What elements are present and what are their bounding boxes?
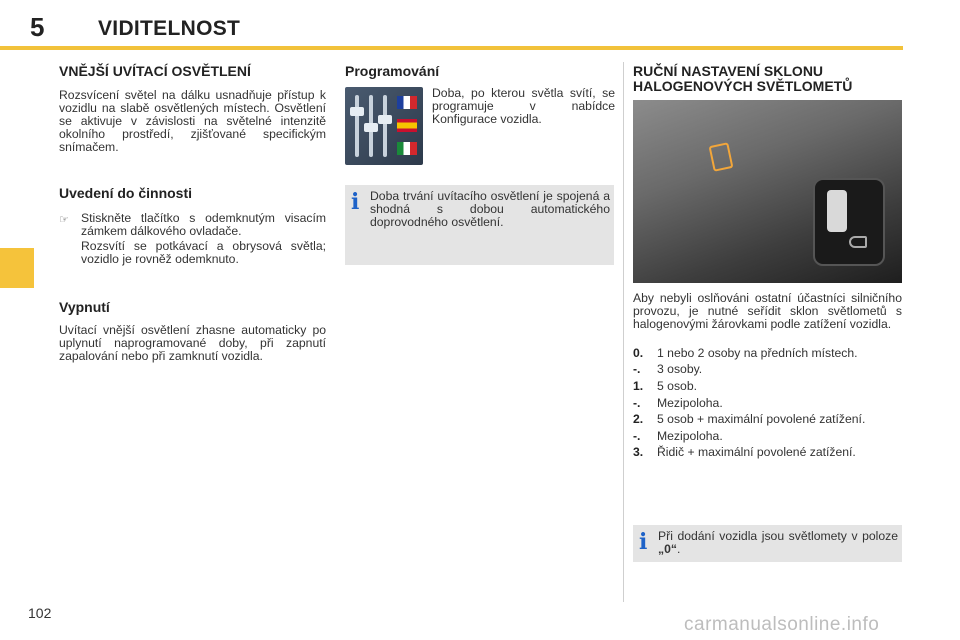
- section-heading-line-2: HALOGENOVÝCH SVĚTLOMETŮ: [633, 78, 853, 94]
- headlamp-icon: [849, 236, 867, 248]
- section-heading-line-1: RUČNÍ NASTAVENÍ SKLONU: [633, 63, 824, 79]
- list-item-label: -.: [633, 362, 641, 376]
- page-number: 102: [28, 605, 52, 621]
- spanish-flag-icon: [397, 119, 417, 132]
- list-item-text: Mezipoloha.: [657, 396, 723, 410]
- chapter-number: 5: [30, 12, 45, 42]
- list-item-text: 5 osob + maximální povolené zatížení.: [657, 412, 866, 426]
- activation-note: Rozsvítí se potkávací a obrysová světla; vozidlo je rovněž odemknuto.: [81, 239, 326, 266]
- info-icon: i: [639, 529, 648, 555]
- levelling-intro: Aby nebyli oslňováni ostatní účastníci silničního provozu, je nutné seřídit sklon světlometů s halogenovými žárovkami podle zatížení vozidla.: [633, 291, 902, 331]
- list-item-text: 1 nebo 2 osoby na předních místech.: [657, 346, 858, 360]
- subheading-switch-off: Vypnutí: [59, 299, 110, 315]
- welcome-lighting-intro: Rozsvícení světel na dálku usnadňuje přístup k vozidlu na slabě osvětlených místech. Osvětlení se aktivuje v závislosti na světelné intenzitě okolního prostředí, zjišťované specifickým snímačem.: [59, 88, 326, 154]
- info-delivery-suffix: .: [676, 542, 681, 556]
- section-heading-welcome-lighting: VNĚJŠÍ UVÍTACÍ OSVĚTLENÍ: [59, 63, 251, 79]
- list-item-text: 5 osob.: [657, 379, 697, 393]
- info-box-delivery: [633, 525, 902, 562]
- info-icon: i: [351, 189, 360, 215]
- list-item-label: 1.: [633, 379, 644, 393]
- info-box-duration: [345, 185, 614, 265]
- info-delivery-prefix: Při dodání vozidla jsou světlomety v poloze: [658, 529, 898, 543]
- list-item-text: Řidič + maximální povolené zatížení.: [657, 445, 856, 459]
- info-delivery-value: „0“: [658, 542, 677, 556]
- list-item-label: -.: [633, 396, 641, 410]
- french-flag-icon: [397, 96, 417, 109]
- bullet-arrow-icon: ☞: [59, 214, 69, 226]
- programming-text: Doba, po kterou světla svítí, se programuje v nabídce Konfigurace vozidla.: [432, 86, 615, 126]
- list-item-label: 3.: [633, 445, 644, 459]
- chapter-side-tab: [0, 248, 34, 288]
- watermark: carmanualsonline.info: [684, 614, 880, 635]
- chapter-title: VIDITELNOST: [98, 17, 241, 40]
- column-divider: [623, 62, 624, 602]
- headlamp-levelling-photo: [633, 100, 902, 283]
- list-item-label: 0.: [633, 346, 644, 360]
- info-box-delivery-text: [658, 530, 898, 556]
- section-heading-headlamp-levelling: [633, 64, 852, 94]
- list-item-text: 3 osoby.: [657, 362, 703, 376]
- subheading-activation: Uvedení do činnosti: [59, 185, 193, 201]
- list-item-text: Mezipoloha.: [657, 429, 723, 443]
- header-rule: [0, 46, 903, 50]
- settings-menu-illustration: [345, 87, 423, 165]
- levelling-wheel: [827, 190, 847, 232]
- activation-step: Stiskněte tlačítko s odemknutým visacím zámkem dálkového ovladače.: [81, 211, 326, 238]
- switch-off-text: Uvítací vnější osvětlení zhasne automaticky po uplynutí naprogramované doby, při zapnutí zapalování nebo při zamknutí vozidla.: [59, 323, 326, 363]
- list-item-label: -.: [633, 429, 641, 443]
- info-box-duration-text: Doba trvání uvítacího osvětlení je spojená a shodná s dobou automatického doprovodného osvětlení.: [370, 189, 610, 229]
- subheading-programming: Programování: [345, 63, 440, 79]
- italian-flag-icon: [397, 142, 417, 155]
- levelling-dial-closeup: [813, 178, 885, 266]
- list-item-label: 2.: [633, 412, 644, 426]
- control-location-highlight: [709, 142, 734, 172]
